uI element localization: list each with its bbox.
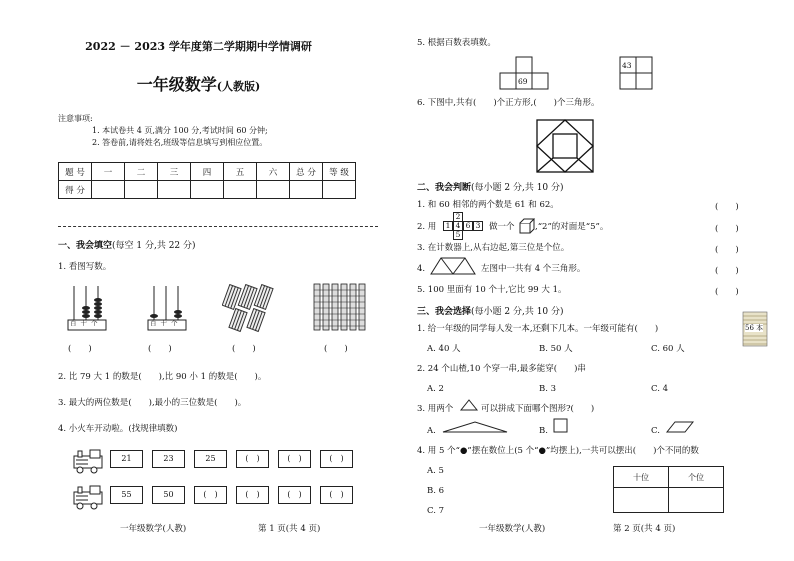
judge-4-paren[interactable]: ( ) (715, 266, 739, 276)
right-footer-subject: 一年级数学(人教) (479, 524, 546, 534)
choice-1-option-c[interactable]: C. 60 人 (651, 344, 685, 354)
choice-3-option-c[interactable]: C. (651, 426, 660, 436)
section-2-detail: (每小题 2 分,共 10 分) (471, 183, 564, 193)
score-cell: 六 (257, 163, 290, 181)
score-table-header-row (59, 163, 356, 181)
section-3-detail: (每小题 2 分,共 10 分) (471, 307, 564, 317)
place-value-cell-ones[interactable] (669, 488, 724, 513)
score-input-cell[interactable] (92, 181, 125, 199)
exam-subject (0, 72, 397, 95)
exam-title: 2022 － 2023 学年度第二学期期中学情调研 (85, 40, 312, 53)
cube-net-face: 4 (453, 221, 463, 231)
score-cell: 四 (191, 163, 224, 181)
choice-4-text[interactable]: 4. 用 5 个“●”摆在数位上(5 个“●”均摆上),一共可以摆出( )个不同的数 (417, 446, 699, 456)
section-1-title: 一、我会填空 (58, 241, 113, 251)
score-cell: 三 (158, 163, 191, 181)
cube-columns-figure (312, 282, 372, 334)
q1-blank-2[interactable]: ( ) (148, 344, 172, 354)
abacus-2-labels: 百十个 (150, 319, 182, 327)
notes-title: 注意事项: (58, 114, 93, 123)
cube-icon (519, 218, 535, 234)
cube-net-face: 5 (453, 230, 463, 240)
train-2-car: 50 (152, 486, 185, 504)
train-2-car-blank[interactable]: ( ) (236, 486, 269, 504)
locomotive-1-icon (72, 448, 108, 474)
train-1-car: 25 (194, 450, 227, 468)
right-page (397, 0, 794, 561)
place-value-header-tens: 十位 (614, 467, 669, 488)
abacus-1-labels: 百十个 (70, 319, 102, 327)
score-table (58, 162, 356, 199)
squares-triangles-figure (531, 116, 601, 176)
train-1-car: 23 (152, 450, 185, 468)
judge-4-before: 4. (417, 264, 426, 274)
choice-4-option-a[interactable]: A. 5 (427, 466, 444, 476)
choice-2-option-a[interactable]: A. 2 (427, 384, 444, 394)
train-1-car: 21 (110, 450, 143, 468)
score-input-cell[interactable] (125, 181, 158, 199)
edition-label: (人教版) (216, 80, 261, 93)
section-1-heading (58, 238, 196, 251)
choice-1-text[interactable]: 1. 给一年级的同学每人发一本,还剩下几本。一年级可能有( ) (417, 324, 659, 334)
q1-text: 1. 看图写数。 (58, 262, 112, 272)
cube-net-face: 2 (453, 212, 463, 222)
locomotive-2-icon (72, 484, 108, 510)
score-input-cell[interactable] (158, 181, 191, 199)
choice-3-before: 3. 用两个 (417, 404, 454, 414)
parallelogram-icon (665, 420, 695, 434)
section-1-detail: (每空 1 分,共 22 分) (112, 241, 196, 251)
score-cell: 五 (224, 163, 257, 181)
q4-text: 4. 小火车开动啦。(找规律填数) (58, 424, 178, 434)
left-footer-page: 第 1 页(共 4 页) (258, 524, 321, 534)
choice-4-option-c[interactable]: C. 7 (427, 506, 445, 516)
q1-blank-1[interactable]: ( ) (68, 344, 92, 354)
triangles-figure (429, 256, 477, 276)
choice-2-option-c[interactable]: C. 4 (651, 384, 669, 394)
judge-5-paren[interactable]: ( ) (715, 287, 739, 297)
section-3-heading (417, 304, 564, 317)
flat-triangle-icon (441, 420, 509, 434)
hundred-chart-value-a: 69 (518, 77, 528, 86)
judge-2-after: ,“2”的对面是“5”。 (535, 222, 609, 232)
judge-3-text: 3. 在计数器上,从右边起,第三位是个位。 (417, 243, 570, 253)
place-value-cell-tens[interactable] (614, 488, 669, 513)
score-table-score-row (59, 181, 356, 199)
note-2: 2. 答卷前,请将姓名,班级等信息填写到相应位置。 (92, 138, 268, 147)
q3-text[interactable]: 3. 最大的两位数是( ),最小的三位数是( )。 (58, 398, 247, 408)
section-2-heading (417, 180, 564, 193)
q1-blank-3[interactable]: ( ) (232, 344, 256, 354)
judge-1-text: 1. 和 60 相邻的两个数是 61 和 62。 (417, 200, 559, 210)
score-cell: 等 级 (323, 163, 356, 181)
place-value-header-ones: 个位 (669, 467, 724, 488)
judge-4-after: 左图中一共有 4 个三角形。 (481, 264, 586, 274)
triangle-icon (459, 398, 479, 412)
choice-2-option-b[interactable]: B. 3 (539, 384, 557, 394)
square-icon (553, 418, 569, 434)
judge-1-paren[interactable]: ( ) (715, 202, 739, 212)
hundred-chart-fragment-a (499, 56, 551, 92)
train-2-car-blank[interactable]: ( ) (194, 486, 227, 504)
score-row-label: 得 分 (59, 181, 92, 199)
score-input-cell[interactable] (224, 181, 257, 199)
right-footer-page: 第 2 页(共 4 页) (613, 524, 676, 534)
section-3-title: 三、我会选择 (417, 307, 472, 317)
choice-4-option-b[interactable]: B. 6 (427, 486, 445, 496)
subject-name: 一年级数学 (136, 75, 217, 94)
score-input-cell[interactable] (290, 181, 323, 199)
book-count-label: 56 本 (745, 324, 764, 332)
judge-3-paren[interactable]: ( ) (715, 245, 739, 255)
train-2-car-blank[interactable]: ( ) (320, 486, 353, 504)
note-1: 1. 本试卷共 4 页,满分 100 分,考试时间 60 分钟; (92, 126, 268, 135)
score-cell: 一 (92, 163, 125, 181)
section-2-title: 二、我会判断 (417, 183, 472, 193)
cube-net-face: 6 (463, 221, 473, 231)
place-value-table (613, 466, 724, 513)
judge-5-text: 5. 100 里面有 10 个十,它比 99 大 1。 (417, 285, 567, 295)
divider (58, 226, 378, 227)
left-footer-subject: 一年级数学(人教) (120, 524, 187, 534)
train-1-car-blank[interactable]: ( ) (236, 450, 269, 468)
choice-3-option-b[interactable]: B. (539, 426, 548, 436)
train-2-car: 55 (110, 486, 143, 504)
cube-net-figure (443, 212, 483, 240)
stick-bundles-figure (222, 284, 274, 334)
train-1-car-blank[interactable]: ( ) (320, 450, 353, 468)
score-input-cell[interactable] (323, 181, 356, 199)
cube-net-face: 3 (473, 221, 483, 231)
score-input-cell[interactable] (257, 181, 290, 199)
train-2-car-blank[interactable]: ( ) (278, 486, 311, 504)
train-2 (72, 484, 362, 510)
judge-2-paren[interactable]: ( ) (715, 224, 739, 234)
choice-2-text[interactable]: 2. 24 个山楂,10 个穿一串,最多能穿( )串 (417, 364, 586, 374)
score-cell: 二 (125, 163, 158, 181)
q5-text: 5. 根据百数表填数。 (417, 38, 496, 48)
train-1-car-blank[interactable]: ( ) (278, 450, 311, 468)
choice-1-option-a[interactable]: A. 40 人 (427, 344, 461, 354)
q2-text[interactable]: 2. 比 79 大 1 的数是( ),比 90 小 1 的数是( )。 (58, 372, 267, 382)
choice-1-option-b[interactable]: B. 50 人 (539, 344, 573, 354)
choice-3-after[interactable]: 可以拼成下面哪个图形?( ) (481, 404, 595, 414)
score-cell: 题 号 (59, 163, 92, 181)
judge-2-mid: 做一个 (489, 222, 515, 232)
judge-2-before: 2. 用 (417, 222, 437, 232)
score-cell: 总 分 (290, 163, 323, 181)
score-input-cell[interactable] (191, 181, 224, 199)
train-1 (72, 448, 362, 474)
choice-3-option-a[interactable]: A. (427, 426, 436, 436)
cube-net-face: 1 (443, 221, 453, 231)
q1-blank-4[interactable]: ( ) (324, 344, 348, 354)
hundred-chart-value-b: 43 (622, 61, 632, 70)
q6-text[interactable]: 6. 下图中,共有( )个正方形,( )个三角形。 (417, 98, 600, 108)
